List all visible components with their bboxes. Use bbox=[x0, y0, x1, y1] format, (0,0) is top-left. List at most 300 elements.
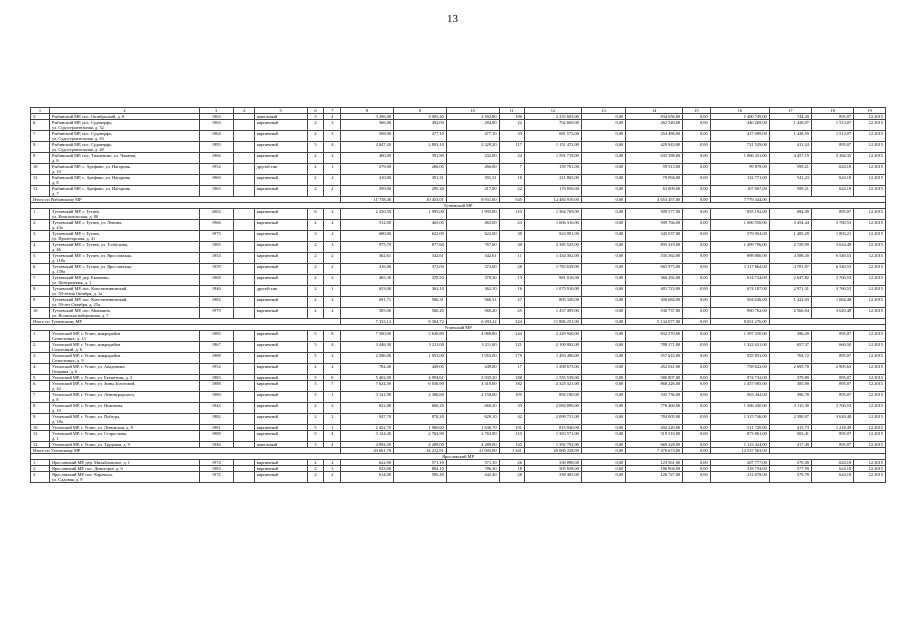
table-cell: 895,07 bbox=[811, 331, 853, 342]
table-cell: 1 075 910,00 bbox=[524, 286, 581, 297]
table-cell: 2 763,90 bbox=[446, 431, 499, 442]
table-cell: 1972 bbox=[199, 472, 233, 483]
table-cell: Угличский МР, г. Углич, ул. Никонова, д. 10 bbox=[50, 403, 200, 414]
table-cell: 4 289,00 bbox=[446, 442, 499, 448]
table-cell bbox=[233, 403, 254, 414]
table-cell: 0,00 bbox=[581, 131, 625, 142]
table-cell: 244 bbox=[499, 331, 524, 342]
table-cell: 12.2015 bbox=[854, 364, 886, 375]
table-cell: 2 bbox=[324, 414, 341, 425]
table-cell: Рыбинский МР, с. Арефино, ул. Нагорная, д. 8 bbox=[50, 175, 200, 186]
table-cell: 1 457 095,00 bbox=[710, 381, 769, 392]
table-cell: Угличский МР, г. Углич, ул. Победы, д. 18а bbox=[50, 414, 200, 425]
subtotal-cell: 12 537 563,00 bbox=[710, 448, 769, 454]
table-cell: Рыбинский МР, пос. Тихменово, ул. Чапаева, д. 6 bbox=[50, 153, 200, 164]
column-number-cell: 1 bbox=[31, 108, 50, 114]
table-cell bbox=[233, 120, 254, 131]
table-cell: кирпичный bbox=[254, 253, 307, 264]
table-cell: 2 566,04 bbox=[769, 308, 811, 319]
table-cell: 0,00 bbox=[683, 114, 710, 120]
table-cell: 7. bbox=[31, 275, 50, 286]
table-cell: 23 bbox=[499, 220, 524, 231]
table-cell bbox=[233, 175, 254, 186]
table-cell: 7 bbox=[499, 164, 524, 175]
table-cell: 0,00 bbox=[581, 392, 625, 403]
subtotal-cell: 4 653 457,00 bbox=[626, 197, 683, 203]
table-cell: 12.2015 bbox=[854, 308, 886, 319]
table-cell bbox=[233, 472, 254, 483]
table-cell: 0,00 bbox=[581, 231, 625, 242]
table-cell: 6 036,90 bbox=[394, 381, 447, 392]
table-cell: 504 636,00 bbox=[710, 297, 769, 308]
table-cell: 5. bbox=[31, 114, 50, 120]
table-cell: 12.2015 bbox=[854, 153, 886, 164]
table-cell: 3 005,40 bbox=[394, 114, 447, 120]
table-cell: 895,07 bbox=[811, 114, 853, 120]
table-cell: 691,71 bbox=[341, 297, 394, 308]
table-cell: 1982 bbox=[199, 297, 233, 308]
table-cell: 0,00 bbox=[683, 342, 710, 353]
table-cell: 212 678,00 bbox=[710, 472, 769, 483]
table-cell: 622,00 bbox=[446, 231, 499, 242]
subtotal-cell: 43 661,78 bbox=[341, 448, 394, 454]
table-cell: 362,61 bbox=[341, 253, 394, 264]
table-cell: 3. bbox=[31, 472, 50, 483]
table-cell: 2 bbox=[307, 466, 324, 472]
table-cell: кирпичный bbox=[254, 375, 307, 381]
table-cell: 12.2015 bbox=[854, 297, 886, 308]
table-cell: 868 226,00 bbox=[626, 381, 683, 392]
table-cell: Угличский МР, г. Углич, ул. Зины Золотовой, д. 42 bbox=[50, 381, 200, 392]
table-cell: 12.2015 bbox=[854, 331, 886, 342]
table-cell: 1 513,07 bbox=[811, 120, 853, 131]
table-cell: 6. bbox=[31, 120, 50, 131]
table-cell: 3 624,48 bbox=[811, 242, 853, 253]
table-cell: 0,00 bbox=[683, 460, 710, 466]
table-cell: 12.2015 bbox=[854, 353, 886, 364]
table-cell: 2 695,78 bbox=[769, 364, 811, 375]
table-cell: 12. bbox=[31, 186, 50, 197]
table-cell bbox=[233, 153, 254, 164]
subtotal-cell: 545 bbox=[499, 197, 524, 203]
table-cell: 1979 bbox=[199, 308, 233, 319]
column-number-cell: 16 bbox=[710, 108, 769, 114]
table-cell: 1 bbox=[324, 164, 341, 175]
table-cell: 894 180,00 bbox=[524, 392, 581, 403]
table-cell: 585,40 bbox=[394, 472, 447, 483]
table-cell: 442,40 bbox=[446, 472, 499, 483]
table-cell: 923,00 bbox=[341, 466, 394, 472]
table-cell: 1 960,60 bbox=[394, 425, 447, 431]
table-cell: 1985 bbox=[199, 331, 233, 342]
table-cell: 396,20 bbox=[769, 331, 811, 342]
table-cell: 4. bbox=[31, 364, 50, 375]
table-cell: 0,00 bbox=[581, 142, 625, 153]
table-cell: 1952 bbox=[199, 164, 233, 175]
table-cell: Рыбинский МР, с. Арефино, ул. Нагорная, д. 10 bbox=[50, 164, 200, 175]
table-cell: 6 540,53 bbox=[811, 264, 853, 275]
table-cell: 0,00 bbox=[581, 414, 625, 425]
table-cell: 829,10 bbox=[446, 414, 499, 425]
table-cell: 2 bbox=[324, 308, 341, 319]
table-cell: 295,30 bbox=[394, 186, 447, 197]
table-cell: 0,00 bbox=[581, 431, 625, 442]
table-cell: 2 235 605,00 bbox=[524, 114, 581, 120]
table-cell bbox=[233, 209, 254, 220]
table-cell: 1 953,00 bbox=[446, 353, 499, 364]
table-cell: 2 905,63 bbox=[811, 364, 853, 375]
subtotal-cell: 11 886 251,00 bbox=[524, 319, 581, 325]
table-cell: 1 437 499,00 bbox=[524, 308, 581, 319]
table-cell: 974 732,00 bbox=[710, 375, 769, 381]
table-cell: 2 bbox=[324, 353, 341, 364]
table-cell: 11. bbox=[31, 175, 50, 186]
table-cell: 832 570,00 bbox=[626, 331, 683, 342]
table-cell: 12. bbox=[31, 442, 50, 448]
table-cell: 12.2015 bbox=[854, 442, 886, 448]
subtotal-cell: 1 341 bbox=[499, 448, 524, 454]
table-cell: 7 624,50 bbox=[341, 381, 394, 392]
column-number-cell: 4 bbox=[233, 108, 254, 114]
table-cell: 362,10 bbox=[446, 286, 499, 297]
table-cell: 12.2015 bbox=[854, 425, 886, 431]
subtotal-label: Итого по Тутаевскому МР bbox=[31, 319, 341, 325]
subtotal-label: Итого по Рыбинскому МР bbox=[31, 197, 341, 203]
table-cell bbox=[233, 392, 254, 403]
table-cell: Угличский МР, г. Углич, ул. Академика Опарина, д. 6 bbox=[50, 364, 200, 375]
table-cell: 6. bbox=[31, 381, 50, 392]
column-number-cell: 9 bbox=[394, 108, 447, 114]
table-cell: 4 310,00 bbox=[446, 381, 499, 392]
table-row bbox=[31, 431, 886, 442]
table-cell: 1 400 749,00 bbox=[710, 114, 769, 120]
table-cell: 566,00 bbox=[341, 120, 394, 131]
table-cell: 0,00 bbox=[683, 264, 710, 275]
table-cell: 1959 bbox=[199, 264, 233, 275]
table-cell: 895,07 bbox=[811, 353, 853, 364]
table-cell: 63 809,00 bbox=[626, 186, 683, 197]
table-cell: Угличский МР, г. Углич, микрорайон Солнечный, д. 6 bbox=[50, 342, 200, 353]
subtotal-cell: 0,00 bbox=[683, 197, 710, 203]
table-cell: 1. bbox=[31, 331, 50, 342]
table-cell: 2 bbox=[307, 286, 324, 297]
table-cell: 1 428,07 bbox=[769, 120, 811, 131]
table-row bbox=[31, 472, 886, 483]
table-cell bbox=[233, 186, 254, 197]
subtotal-label: Итого по Угличскому МР bbox=[31, 448, 341, 454]
table-row bbox=[31, 175, 886, 186]
table-cell: 2 099 751,00 bbox=[524, 414, 581, 425]
table-cell: 882,10 bbox=[394, 466, 447, 472]
table-cell: 0,00 bbox=[683, 231, 710, 242]
table-cell: 981 016,00 bbox=[524, 275, 581, 286]
table-cell: 12.2015 bbox=[854, 466, 886, 472]
table-cell: 0,00 bbox=[683, 242, 710, 253]
table-cell bbox=[233, 308, 254, 319]
page-number: 13 bbox=[447, 13, 458, 25]
table-cell: 1966 bbox=[199, 220, 233, 231]
table-cell: 1968 bbox=[199, 275, 233, 286]
table-cell: 505 658,00 bbox=[524, 466, 581, 472]
table-cell: 1 422,03 bbox=[769, 297, 811, 308]
table-cell: 577,99 bbox=[769, 466, 811, 472]
table-cell: 2 bbox=[324, 472, 341, 483]
subtotal-cell: 20 069 228,00 bbox=[524, 448, 581, 454]
table-cell: 12.2015 bbox=[854, 375, 886, 381]
table-cell: 79 094,00 bbox=[626, 175, 683, 186]
table-cell: 284,90 bbox=[446, 120, 499, 131]
table-row bbox=[31, 164, 886, 175]
table-cell: 1 151 472,00 bbox=[524, 142, 581, 153]
table-cell: 4 994,61 bbox=[394, 375, 447, 381]
table-cell: 535 562,00 bbox=[626, 253, 683, 264]
table-cell: 25 bbox=[499, 308, 524, 319]
table-cell: 681 575,00 bbox=[524, 131, 581, 142]
column-number-cell: 18 bbox=[811, 108, 853, 114]
table-cell: 1 499 706,00 bbox=[710, 242, 769, 253]
table-cell: 12.2015 bbox=[854, 253, 886, 264]
table-cell: кирпичный bbox=[254, 331, 307, 342]
table-cell: 2 bbox=[324, 297, 341, 308]
table-cell: 0,00 bbox=[581, 120, 625, 131]
subtotal-cell: 11 738,40 bbox=[341, 197, 394, 203]
table-cell: 758 622,00 bbox=[710, 364, 769, 375]
table-cell: 3 296,00 bbox=[341, 114, 394, 120]
table-cell: Ярославский МР, пос. Карачиха, ул. Садовая, д. 9 bbox=[50, 472, 200, 483]
table-cell bbox=[233, 253, 254, 264]
table-cell: 5. bbox=[31, 375, 50, 381]
table-cell: панельный bbox=[254, 442, 307, 448]
table-cell: 1989 bbox=[199, 392, 233, 403]
table-cell: 0,00 bbox=[683, 164, 710, 175]
table-cell: 345 037,00 bbox=[626, 231, 683, 242]
table-cell: 1 428,59 bbox=[769, 131, 811, 142]
table-row bbox=[31, 220, 886, 231]
table-cell: Ярославский МР, пос. Дивогорье, д. 6 bbox=[50, 466, 200, 472]
table-cell: 0,00 bbox=[683, 364, 710, 375]
table-cell: 2. bbox=[31, 342, 50, 353]
table-cell: 2 647,82 bbox=[769, 275, 811, 286]
table-cell bbox=[233, 142, 254, 153]
table-cell: Тутаевский МР, г. Тутаев, ул. Ярославская, д. 139а bbox=[50, 264, 200, 275]
table-cell: другой тип bbox=[254, 286, 307, 297]
table-cell: 12.2015 bbox=[854, 220, 886, 231]
table-cell: 3 446,30 bbox=[341, 342, 394, 353]
table-cell: 1983 bbox=[199, 466, 233, 472]
table-cell: 579,78 bbox=[769, 472, 811, 483]
table-cell: 2 bbox=[324, 264, 341, 275]
column-number-cell: 10 bbox=[446, 108, 499, 114]
table-cell: кирпичный bbox=[254, 264, 307, 275]
table-cell: кирпичный bbox=[254, 425, 307, 431]
table-cell: 764,72 bbox=[769, 353, 811, 364]
table-cell: Рыбинский МР, пос. Судоверфь, ул. Судостроительная, д. 33 bbox=[50, 131, 200, 142]
table-cell: 5 bbox=[307, 142, 324, 153]
table-cell: 512,00 bbox=[341, 220, 394, 231]
table-cell: 1 636,70 bbox=[446, 425, 499, 431]
subtotal-cell: 34 212,91 bbox=[394, 448, 447, 454]
table-cell: 7 bbox=[324, 381, 341, 392]
table-cell: 449,00 bbox=[394, 364, 447, 375]
table-cell: 28 bbox=[499, 472, 524, 483]
table-row bbox=[31, 353, 886, 364]
table-cell: 121 bbox=[499, 342, 524, 353]
table-cell: 477,10 bbox=[446, 131, 499, 142]
table-cell: 2 bbox=[307, 364, 324, 375]
table-cell: Угличский МР, г. Углич, ул. Ленинградского, д. 8 bbox=[50, 392, 200, 403]
table-cell: 12.2015 bbox=[854, 186, 886, 197]
table-cell: 599 766,00 bbox=[626, 220, 683, 231]
table-row bbox=[31, 381, 886, 392]
table-cell: 179 bbox=[499, 353, 524, 364]
table-cell: кирпичный bbox=[254, 120, 307, 131]
column-number-cell: 19 bbox=[854, 108, 886, 114]
table-cell: 0,00 bbox=[581, 403, 625, 414]
table-row bbox=[31, 264, 886, 275]
table-cell: 3 760,53 bbox=[811, 403, 853, 414]
table-cell: 0,00 bbox=[683, 131, 710, 142]
table-cell: 2 bbox=[324, 460, 341, 466]
table-cell: 10. bbox=[31, 164, 50, 175]
table-cell: 1 392 792,00 bbox=[524, 442, 581, 448]
table-cell: 2 395 525,00 bbox=[524, 242, 581, 253]
table-cell: 0,00 bbox=[581, 331, 625, 342]
table-cell: 1975 bbox=[199, 231, 233, 242]
table-cell: 599,21 bbox=[769, 164, 811, 175]
table-cell: 1 783 639,00 bbox=[524, 264, 581, 275]
table-cell: 0,00 bbox=[683, 442, 710, 448]
table-cell: 895 419,00 bbox=[626, 242, 683, 253]
table-cell: 2. bbox=[31, 466, 50, 472]
table-cell bbox=[233, 164, 254, 175]
table-cell: 28 bbox=[499, 264, 524, 275]
table-cell: 784 005,00 bbox=[626, 414, 683, 425]
table-cell: 5 bbox=[307, 114, 324, 120]
table-cell: 5 bbox=[307, 353, 324, 364]
table-cell: 2 452,70 bbox=[341, 425, 394, 431]
table-cell: 1952 bbox=[199, 364, 233, 375]
table-cell: кирпичный bbox=[254, 175, 307, 186]
table-cell: 653,00 bbox=[341, 286, 394, 297]
table-cell: 2 bbox=[307, 120, 324, 131]
table-row bbox=[31, 131, 886, 142]
table-cell: кирпичный bbox=[254, 131, 307, 142]
table-cell: 895,07 bbox=[811, 392, 853, 403]
table-cell: кирпичный bbox=[254, 431, 307, 442]
table-cell: 895,07 bbox=[811, 209, 853, 220]
repair-program-table bbox=[30, 107, 886, 483]
table-cell: 784,40 bbox=[341, 364, 394, 375]
table-cell: 877,60 bbox=[394, 242, 447, 253]
subtotal-cell: 0,00 bbox=[581, 197, 625, 203]
table-cell: 2 bbox=[307, 414, 324, 425]
table-cell: 0,00 bbox=[581, 364, 625, 375]
table-cell: 7. bbox=[31, 392, 50, 403]
table-cell: 1 513,07 bbox=[811, 131, 853, 142]
table-cell: 822,88 bbox=[341, 403, 394, 414]
table-cell: 1 664,48 bbox=[811, 297, 853, 308]
table-cell: 0,00 bbox=[683, 275, 710, 286]
table-cell: 2 bbox=[307, 297, 324, 308]
table-cell: Тутаевский МР, дер. Емишево, ул. Центральная, д. 1 bbox=[50, 275, 200, 286]
table-row bbox=[31, 308, 886, 319]
table-cell: 6. bbox=[31, 264, 50, 275]
table-cell: 33 bbox=[499, 403, 524, 414]
table-cell: 6 540,53 bbox=[811, 253, 853, 264]
table-cell: 3 bbox=[324, 131, 341, 142]
repair-program-table-wrapper bbox=[30, 107, 886, 483]
table-cell: 0,00 bbox=[581, 472, 625, 483]
column-number-cell: 17 bbox=[769, 108, 811, 114]
table-cell: кирпичный bbox=[254, 242, 307, 253]
column-number-cell: 15 bbox=[683, 108, 710, 114]
table-cell: 2 084 890,00 bbox=[524, 403, 581, 414]
column-number-cell: 3 bbox=[199, 108, 233, 114]
table-cell: 0,00 bbox=[683, 425, 710, 431]
table-cell: 10. bbox=[31, 425, 50, 431]
table-cell: 2 bbox=[307, 403, 324, 414]
table-cell: 7. bbox=[31, 131, 50, 142]
table-cell: 401 723,00 bbox=[626, 286, 683, 297]
table-cell: 1 006 550,00 bbox=[710, 220, 769, 231]
table-cell: 1983 bbox=[199, 375, 233, 381]
table-cell bbox=[233, 364, 254, 375]
table-cell: 18 bbox=[499, 466, 524, 472]
table-cell bbox=[233, 231, 254, 242]
table-row bbox=[31, 186, 886, 197]
table-cell: 2 bbox=[324, 220, 341, 231]
table-cell: Угличский МР, г. Углич, микрорайон Селистовых, д. 9 bbox=[50, 353, 200, 364]
table-cell: 669 228,00 bbox=[626, 442, 683, 448]
table-cell: Угличский МР, г. Углич, ул. Трудовая, д. 9 bbox=[50, 442, 200, 448]
table-cell: 786,30 bbox=[446, 466, 499, 472]
table-cell bbox=[233, 242, 254, 253]
table-cell: 2 bbox=[324, 209, 341, 220]
table-cell: 579,49 bbox=[769, 460, 811, 466]
table-cell: 5 bbox=[307, 375, 324, 381]
subtotal-cell: 6 293,22 bbox=[446, 319, 499, 325]
table-cell: 657,37 bbox=[769, 342, 811, 353]
table-cell: 30 bbox=[499, 231, 524, 242]
table-cell: 3 935,20 bbox=[446, 375, 499, 381]
table-cell: 0,00 bbox=[683, 353, 710, 364]
subtotal-cell: 5 134 077,00 bbox=[626, 319, 683, 325]
table-cell: 385,90 bbox=[769, 381, 811, 392]
subtotal-cell: 8 931,60 bbox=[446, 197, 499, 203]
table-cell: 3 124,40 bbox=[341, 431, 394, 442]
table-row bbox=[31, 342, 886, 353]
table-cell: 101 bbox=[499, 425, 524, 431]
table-cell: 788 171,00 bbox=[626, 342, 683, 353]
table-cell: 12.2015 bbox=[854, 142, 886, 153]
table-cell: 2 bbox=[307, 472, 324, 483]
table-cell bbox=[233, 286, 254, 297]
table-cell: 3 bbox=[307, 442, 324, 448]
subtotal-cell: 0,00 bbox=[581, 448, 625, 454]
subtotal-cell: 8 651 276,00 bbox=[710, 319, 769, 325]
table-cell: кирпичный bbox=[254, 353, 307, 364]
table-cell: 622,00 bbox=[394, 231, 447, 242]
table-cell: Угличский МР, г. Углич, микрорайон Селистовых, д. 13 bbox=[50, 331, 200, 342]
table-body bbox=[31, 108, 886, 483]
table-cell: 1 066 331,00 bbox=[710, 153, 769, 164]
table-cell: панельный bbox=[254, 114, 307, 120]
table-cell bbox=[233, 264, 254, 275]
table-cell: 1 322 631,00 bbox=[710, 342, 769, 353]
table-cell: 362,10 bbox=[394, 286, 447, 297]
table-cell: 18 bbox=[499, 175, 524, 186]
table-cell: 2 bbox=[307, 186, 324, 197]
